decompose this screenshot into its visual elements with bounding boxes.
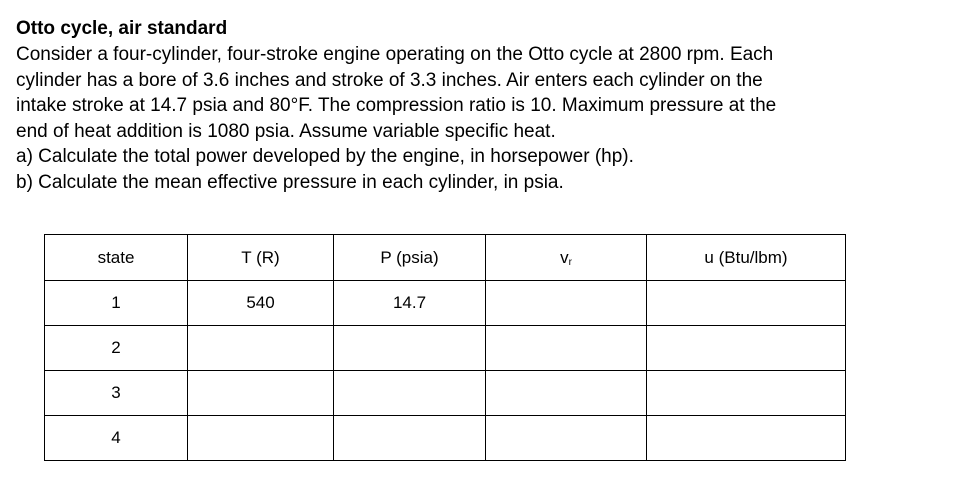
cell-temperature — [188, 416, 334, 461]
problem-body — [16, 42, 956, 195]
table-row — [45, 416, 846, 461]
header-temperature: T (R) — [188, 235, 334, 281]
question-a: a) Calculate the total power developed by the engine, in horsepower (hp). — [16, 146, 634, 167]
cell-vr — [486, 416, 647, 461]
cell-energy — [647, 416, 846, 461]
header-vr-main: v — [560, 247, 569, 267]
cell-vr — [486, 326, 647, 371]
problem-line: Consider a four-cylinder, four-stroke engine operating on the Otto cycle at 2800 rpm. Each — [16, 44, 774, 65]
cell-temperature — [188, 326, 334, 371]
table-row — [45, 371, 846, 416]
header-state: state — [45, 235, 188, 281]
cell-state: 1 — [45, 281, 188, 326]
table-row — [45, 326, 846, 371]
header-pressure: P (psia) — [334, 235, 486, 281]
cell-energy — [647, 371, 846, 416]
cell-pressure — [334, 326, 486, 371]
cell-state: 4 — [45, 416, 188, 461]
question-b: b) Calculate the mean effective pressure in each cylinder, in psia. — [16, 171, 564, 193]
cell-energy — [647, 281, 846, 326]
problem-title: Otto cycle, air standard — [16, 18, 228, 39]
cell-temperature — [188, 371, 334, 416]
cell-temperature: 540 — [188, 281, 334, 326]
state-table — [44, 234, 846, 461]
cell-state: 2 — [45, 326, 188, 371]
problem-line: end of heat addition is 1080 psia. Assume variable specific heat. — [16, 120, 556, 142]
cell-vr — [486, 281, 647, 326]
cell-energy — [647, 326, 846, 371]
problem-line: cylinder has a bore of 3.6 inches and stroke of 3.3 inches. Air enters each cylinder on the — [16, 69, 763, 91]
cell-pressure — [334, 371, 486, 416]
problem-statement — [16, 16, 956, 195]
table-row — [45, 281, 846, 326]
cell-vr — [486, 371, 647, 416]
problem-line: intake stroke at 14.7 psia and 80°F. The compression ratio is 10. Maximum pressure at the — [16, 95, 777, 116]
cell-pressure — [334, 416, 486, 461]
cell-pressure: 14.7 — [334, 281, 486, 326]
header-vr — [486, 235, 647, 281]
header-energy: u (Btu/lbm) — [647, 235, 846, 281]
header-vr-subscript: r — [568, 256, 572, 268]
table-header-row — [45, 235, 846, 281]
cell-state: 3 — [45, 371, 188, 416]
